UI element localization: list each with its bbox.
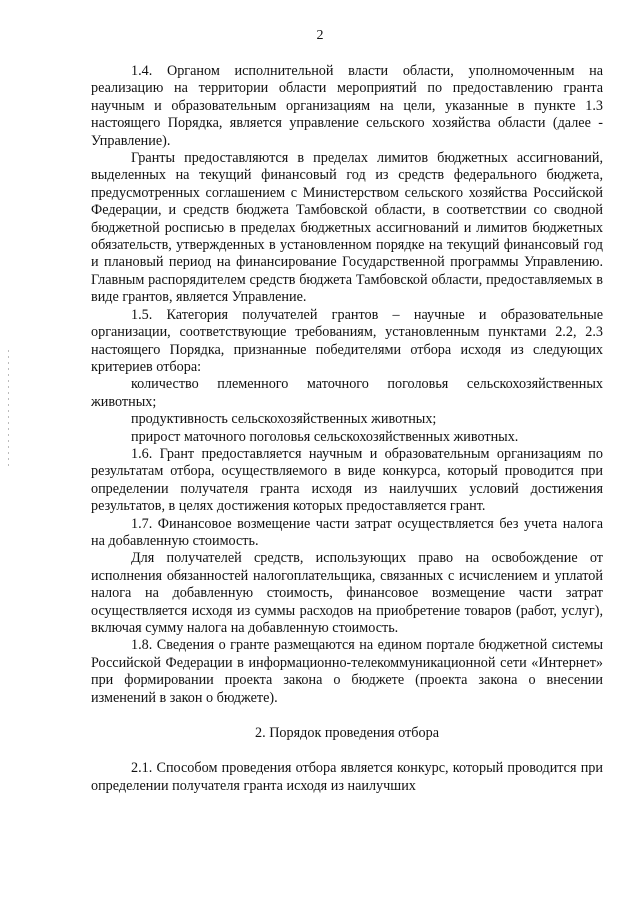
section-heading: 2. Порядок проведения отбора	[255, 725, 439, 742]
paragraph-2-1: 2.1. Способом проведения отбора является конкурс, который проводится при определении получателя гранта исходя из наилучших	[91, 760, 603, 794]
paragraph-1-4: 1.4. Органом исполнительной власти области, уполномоченным на реализацию на территории области мероприятий по предоставлению гранта научным и образовательным организациям на цели, указанные в пункте 1.3 настоящего Порядка, является управление сельского хозяйства области (далее - Управление).	[91, 63, 603, 149]
criterion-livestock-count: количество племенного маточного поголовья сельскохозяйственных животных;	[91, 376, 603, 410]
scan-margin-mark	[8, 350, 9, 470]
paragraph-grants: Гранты предоставляются в пределах лимитов бюджетных ассигнований, выделенных на текущий финансовый год из средств федерального бюджета, предусмотренных соглашением с Министерством сельского хозяйства Российской Федерации, и средств бюджета Тамбовской области, в соответствии со сводной бюджетной росписью в пределах бюджетных ассигнований и лимитов бюджетных обязательств, утвержденных в установленном порядке на текущий финансовый год и плановый период на финансирование Государственной программы Управлению. Главным распорядителем средств бюджета Тамбовской области, предоставляемых в виде грантов, является Управление.	[91, 150, 603, 306]
paragraph-1-7: 1.7. Финансовое возмещение части затрат осуществляется без учета налога на добавленную стоимость.	[91, 515, 603, 549]
document-body	[91, 63, 603, 795]
criterion-productivity: продуктивность сельскохозяйственных животных;	[131, 411, 437, 428]
paragraph-1-6: 1.6. Грант предоставляется научным и образовательным организациям по результатам отбора, осуществляемого в виде конкурса, который проводится при определении получателя гранта исходя из наилучших условий достижения результатов, в целях достижения которых предоставляется грант.	[91, 445, 603, 515]
paragraph-1-5: 1.5. Категория получателей грантов – научные и образовательные организации, соответствующие требованиям, установленным пунктами 2.2, 2.3 настоящего Порядка, признанные победителями отбора исходя из следующих критериев отбора:	[91, 306, 603, 375]
paragraph-1-8: 1.8. Сведения о гранте размещаются на едином портале бюджетной системы Российской Федерации в информационно-телекоммуникационной сети «Интернет» при формировании проекта закона о бюджете (проекта закона о внесении изменений в закон о бюджете).	[91, 637, 603, 706]
criterion-growth: прирост маточного поголовья сельскохозяйственных животных.	[131, 428, 519, 445]
page-number: 2	[316, 28, 324, 43]
paragraph-vat: Для получателей средств, использующих право на освобождение от исполнения обязанностей налогоплательщика, связанных с исчислением и уплатой налога на добавленную стоимость, финансовое возмещение части затрат осуществляется исходя из суммы расходов на приобретение товаров (работ, услуг), включая сумму налога на добавленную стоимость.	[91, 550, 603, 636]
